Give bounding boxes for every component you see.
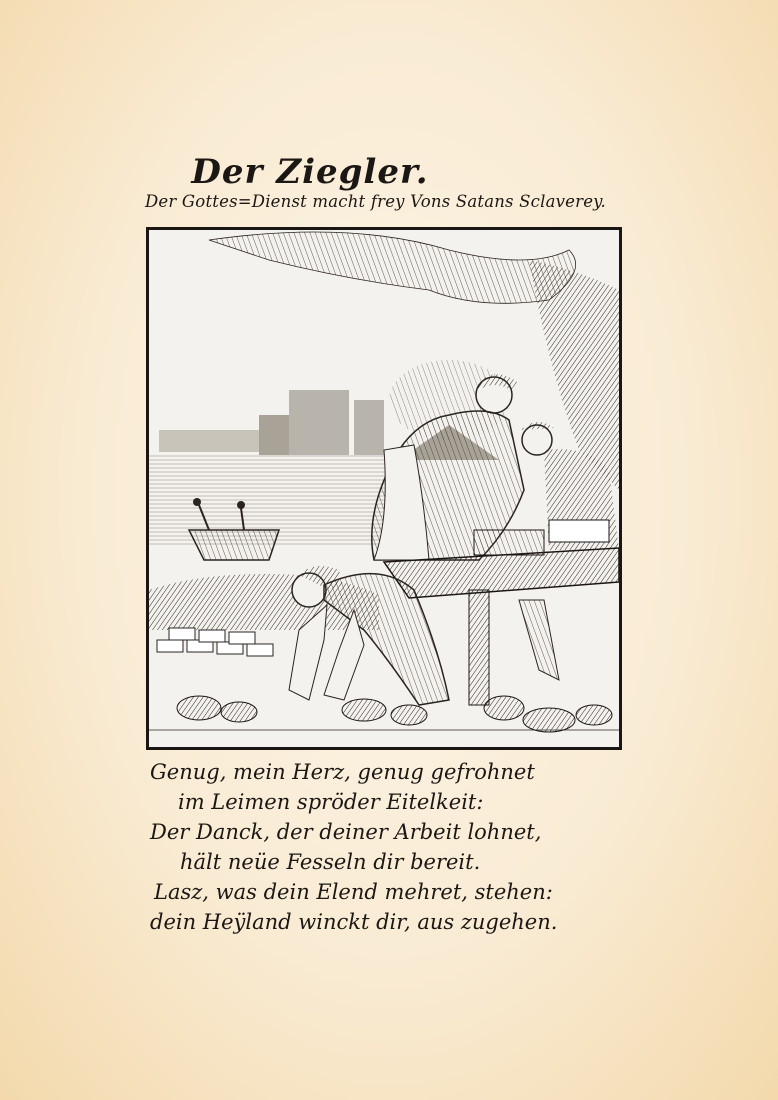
- verse-line: Lasz, was dein Elend mehret, stehen:: [154, 880, 553, 904]
- page-subtitle: Der Gottes=Dienst macht frey Vons Satans Sclaverey.: [145, 192, 606, 211]
- verse-line: hält neüe Fesseln dir bereit.: [180, 850, 481, 874]
- verse-line: Genug, mein Herz, genug gefrohnet: [150, 760, 535, 784]
- page-title: Der Ziegler.: [191, 152, 429, 192]
- engraving-plate: [146, 227, 622, 750]
- brickmakers-engraving-icon: [149, 230, 619, 747]
- verse-line: Der Danck, der deiner Arbeit lohnet,: [150, 820, 542, 844]
- verse-block: [150, 757, 620, 937]
- verse-line: dein Heÿland winckt dir, aus zugehen.: [150, 910, 558, 934]
- verse-line: im Leimen spröder Eitelkeit:: [178, 790, 484, 814]
